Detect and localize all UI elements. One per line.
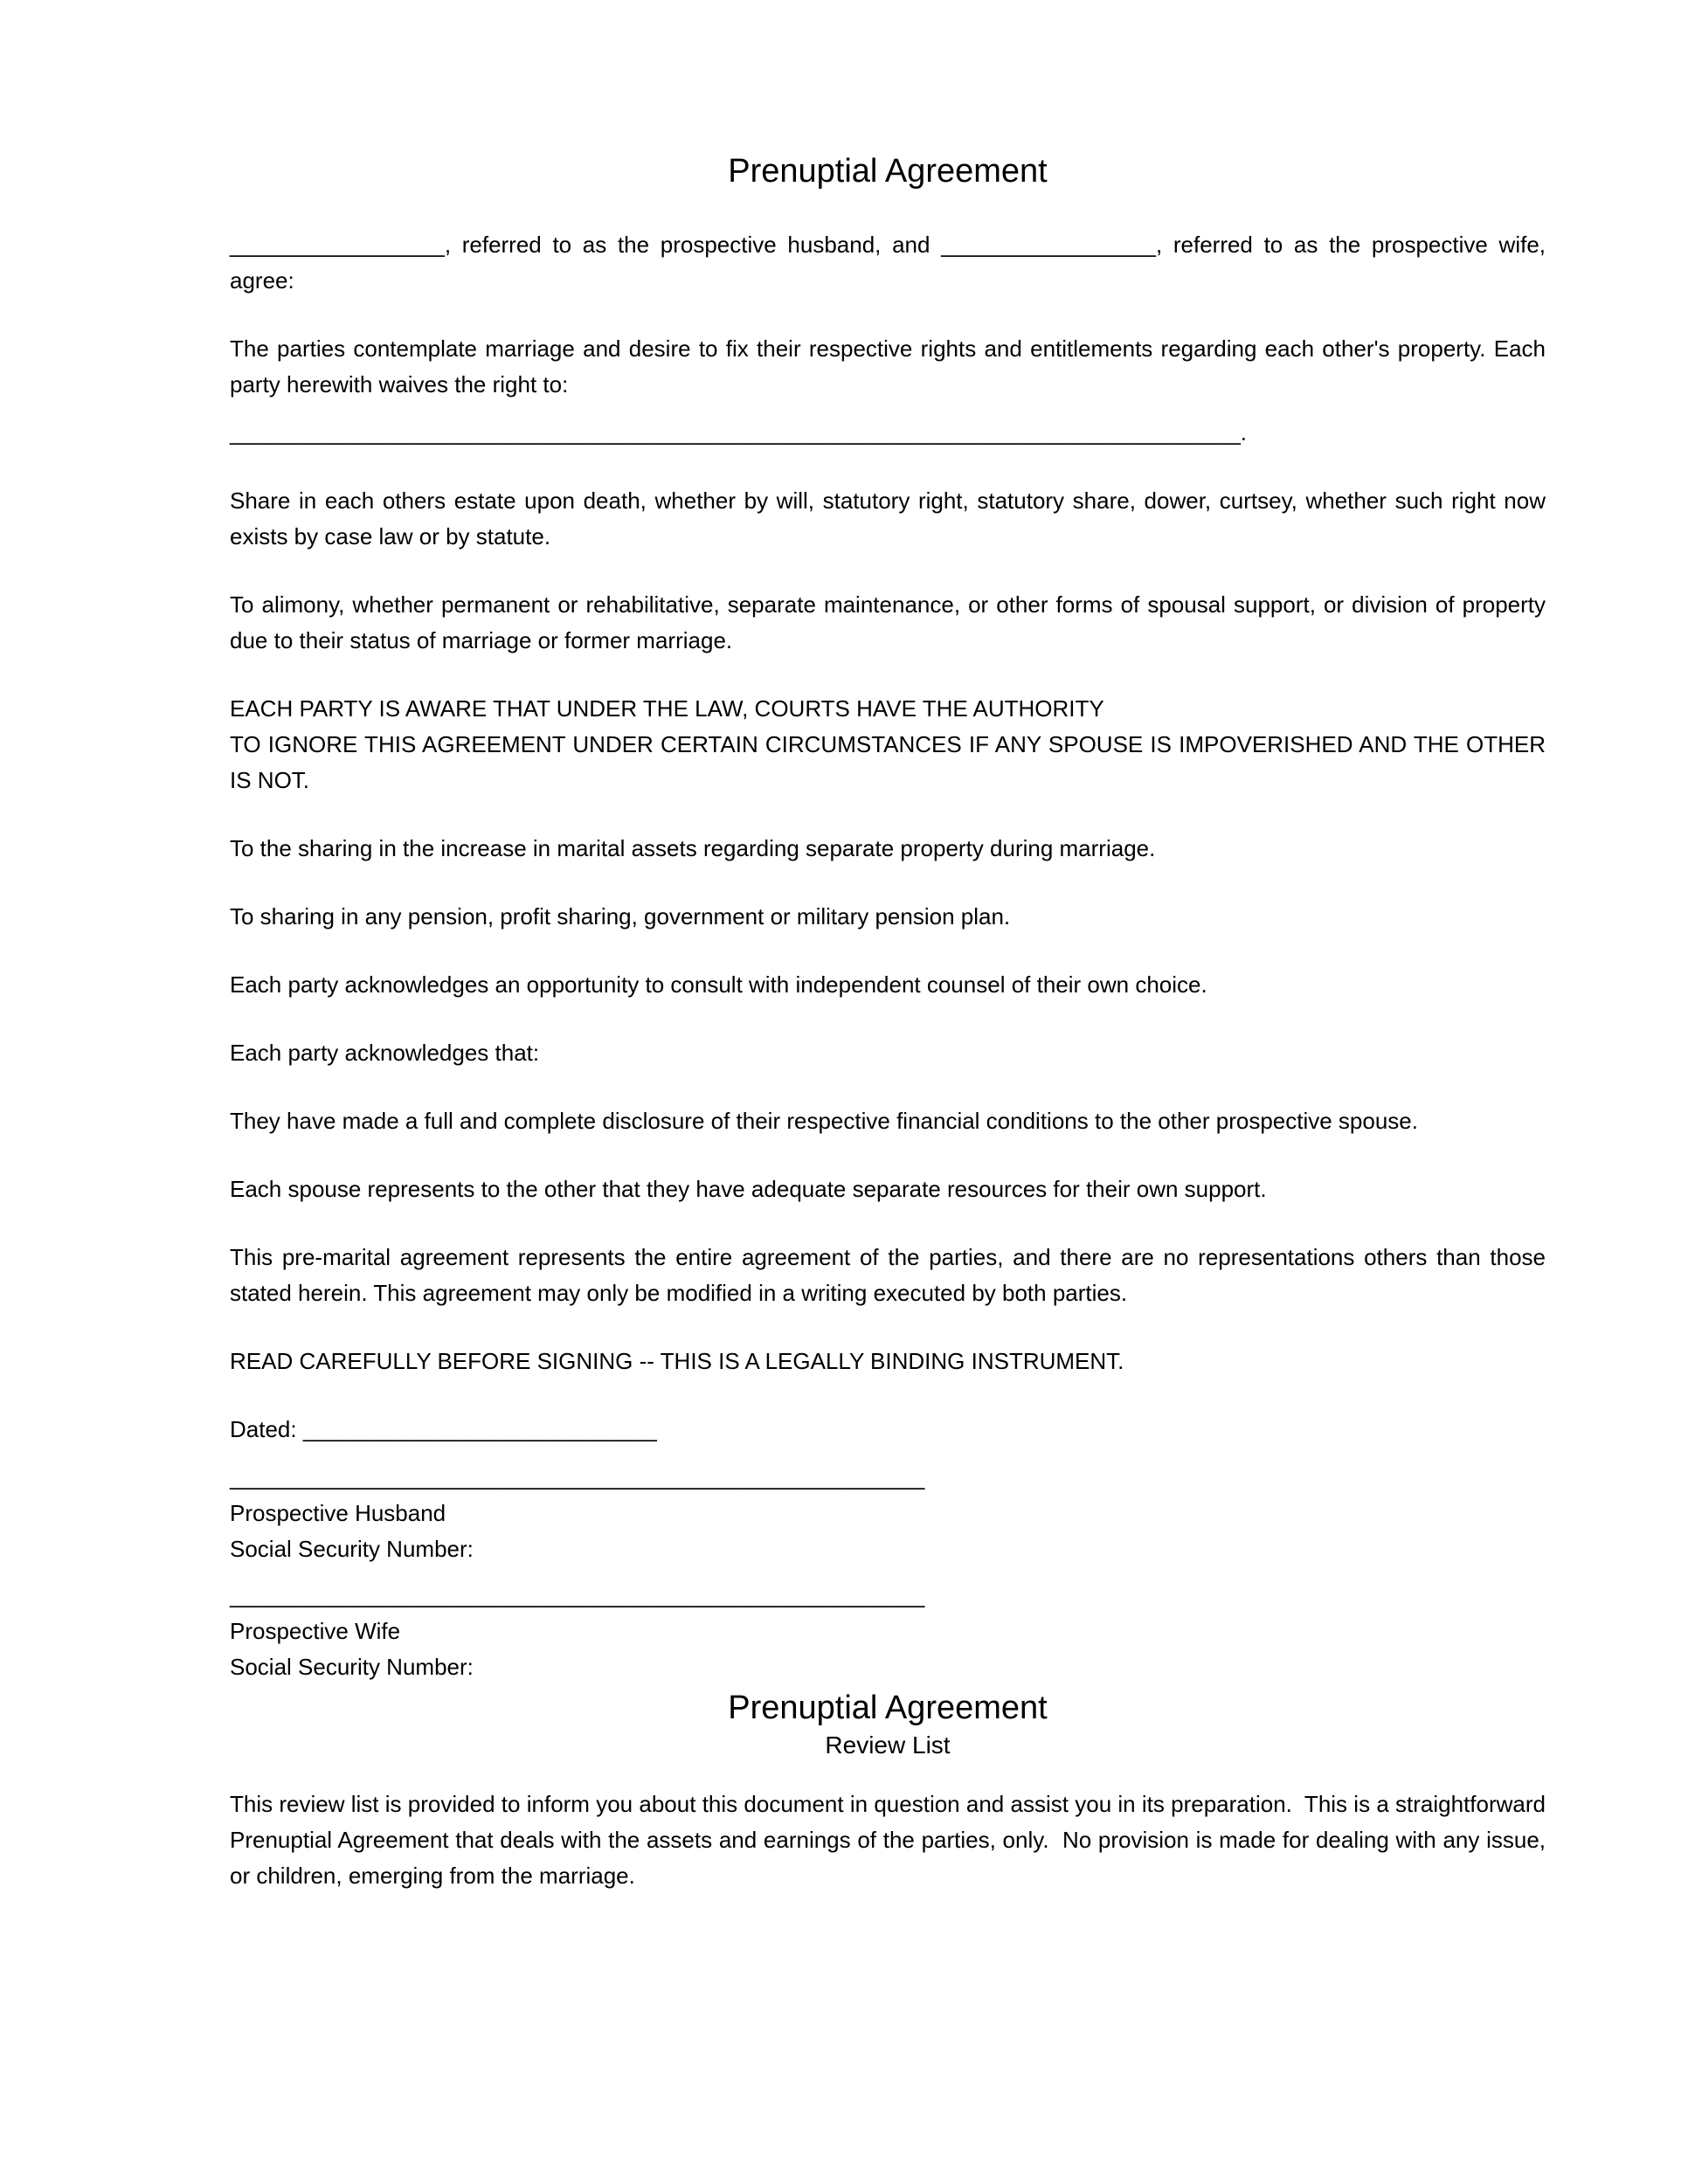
- document-title: Prenuptial Agreement: [728, 153, 1048, 190]
- husband-signature-line: _______________________________________________________: [230, 1464, 925, 1490]
- caps-notice-paragraph: [230, 691, 1553, 798]
- pension-paragraph: To sharing in any pension, profit sharing, government or military pension plan.: [230, 903, 1011, 930]
- husband-ssn-label: Social Security Number:: [230, 1536, 474, 1562]
- review-title: Prenuptial Agreement: [728, 1690, 1048, 1726]
- counsel-paragraph: Each party acknowledges an opportunity to consult with independent counsel of their own choice.: [230, 971, 1207, 998]
- review-paragraph: This review list is provided to inform you about this document in question and assist you in its preparation. This is a straightforward Prenuptial Agreement that deals with the assets and earnings of the parties, only. No provision is made for dealing with any issue, or children, emerging from the marriage.: [230, 1791, 1553, 1889]
- read-carefully-paragraph: READ CAREFULLY BEFORE SIGNING -- THIS IS A LEGALLY BINDING INSTRUMENT.: [230, 1348, 1124, 1374]
- alimony-paragraph: To alimony, whether permanent or rehabilitative, separate maintenance, or other forms of spousal support, or division of property due to their status of marriage or former marriage.: [230, 591, 1553, 653]
- husband-signature-block: [230, 1460, 1546, 1567]
- disclosure-paragraph: They have made a full and complete disclosure of their respective financial conditions to the other prospective spouse.: [230, 1108, 1418, 1134]
- wife-signature-block: [230, 1578, 1546, 1685]
- acknowledges-that-paragraph: Each party acknowledges that:: [230, 1040, 540, 1066]
- waiver-paragraph: [230, 331, 1553, 451]
- resources-paragraph: Each spouse represents to the other that they have adequate separate resources for their own support.: [230, 1176, 1267, 1202]
- wife-role-label: Prospective Wife: [230, 1618, 401, 1644]
- dated-line: Dated: ____________________________: [230, 1416, 657, 1442]
- wife-signature-line: _______________________________________________________: [230, 1582, 925, 1608]
- intro-paragraph: _________________, referred to as the prospective husband, and _________________, referred to as the prospective wife, agree:: [230, 232, 1553, 294]
- estate-paragraph: Share in each others estate upon death, whether by will, statutory right, statutory share, dower, curtsey, whether such right now exists by case law or by statute.: [230, 487, 1553, 549]
- waiver-text: The parties contemplate marriage and desire to fix their respective rights and entitlements regarding each other's property. Each party herewith waives the right to:: [230, 335, 1553, 397]
- waiver-blank-line: ________________________________________________________________________________.: [230, 419, 1248, 446]
- husband-role-label: Prospective Husband: [230, 1500, 446, 1526]
- caps-notice-rest: TO IGNORE THIS AGREEMENT UNDER CERTAIN CIRCUMSTANCES IF ANY SPOUSE IS IMPOVERISHED AND THE OTHER IS NOT.: [230, 731, 1553, 793]
- wife-ssn-label: Social Security Number:: [230, 1654, 474, 1680]
- entire-agreement-paragraph: This pre-marital agreement represents the entire agreement of the parties, and there are no representations others than those stated herein. This agreement may only be modified in a writing executed by both parties.: [230, 1244, 1553, 1306]
- caps-notice-line1: EACH PARTY IS AWARE THAT UNDER THE LAW, COURTS HAVE THE AUTHORITY: [230, 695, 1104, 722]
- review-subtitle: Review List: [825, 1731, 951, 1759]
- marital-assets-paragraph: To the sharing in the increase in marital assets regarding separate property during marriage.: [230, 835, 1156, 861]
